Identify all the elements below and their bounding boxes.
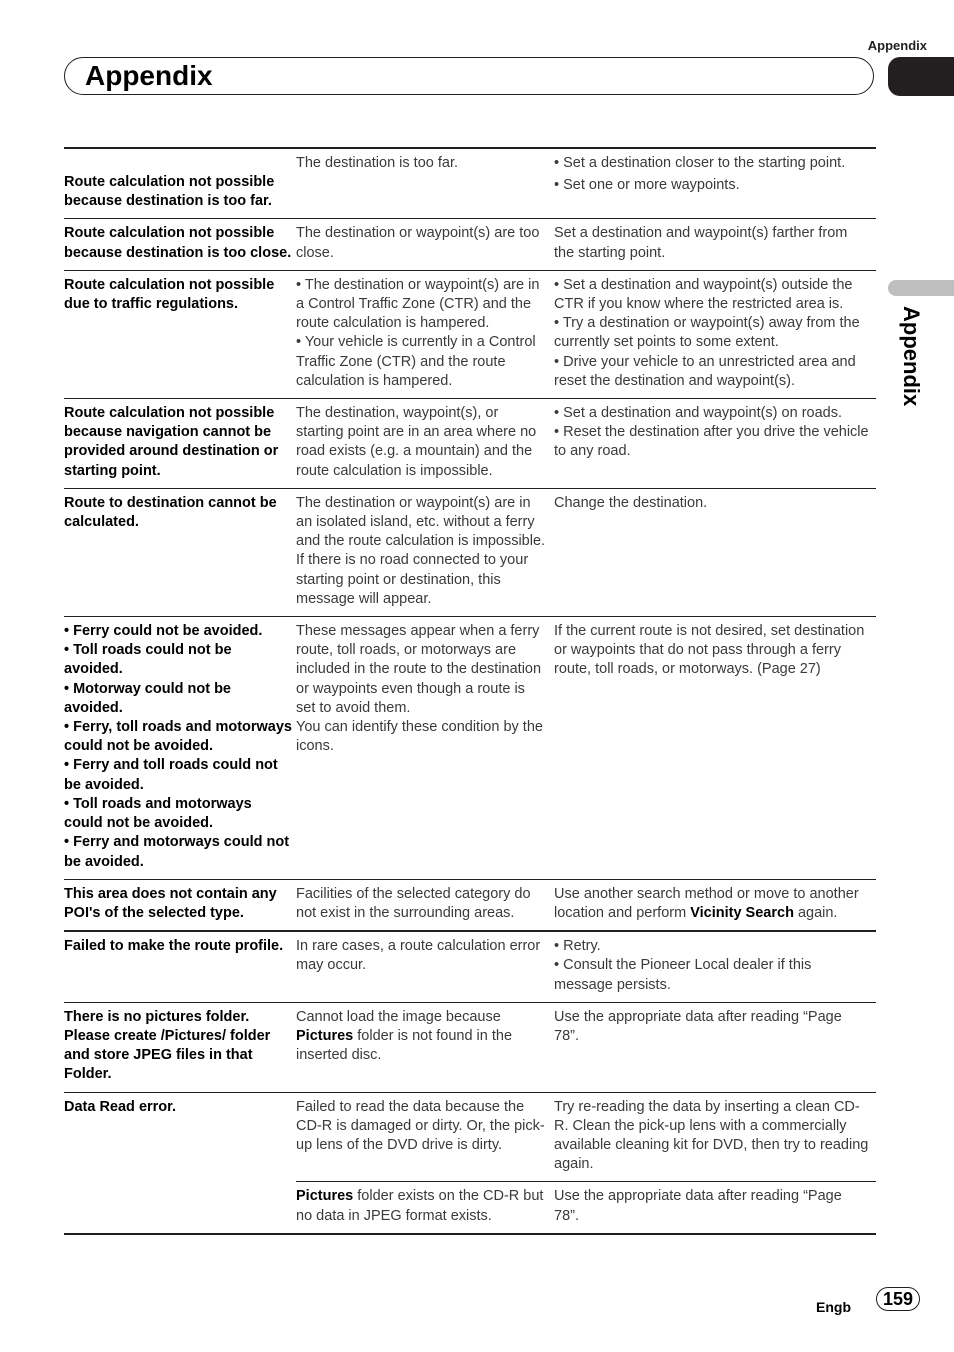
action-text: again. xyxy=(793,904,838,921)
cause-text: • The destination or waypoint(s) are in a Control Traffic Zone (CTR) and the route calculation is hampered. xyxy=(296,276,540,332)
table-row xyxy=(64,879,876,931)
action-text: Use the appropriate data after reading “Page 78”. xyxy=(554,1188,842,1224)
table-row xyxy=(64,1002,876,1092)
action-text: • Consult the Pioneer Local dealer if this message persists. xyxy=(554,957,812,993)
message-line: • Toll roads and motorways could not be avoided. xyxy=(64,795,252,832)
side-tab-label: Appendix xyxy=(899,306,924,407)
message-cell: Route calculation not possible because navigation cannot be provided around destination or starting point. xyxy=(64,399,296,489)
action-text: • Set a destination and waypoint(s) on roads. xyxy=(554,405,842,422)
table-row xyxy=(64,1092,876,1182)
cause-cell xyxy=(296,617,554,880)
cause-cell xyxy=(296,270,554,398)
message-line: • Ferry could not be avoided. xyxy=(64,623,263,640)
action-text: • Drive your vehicle to an unrestricted area and reset the destination and waypoint(s). xyxy=(554,353,856,389)
cause-text: The destination is too far. xyxy=(296,155,459,171)
cause-cell xyxy=(296,1092,554,1182)
action-text: Use another search method or move to another location and perform xyxy=(554,885,859,921)
cause-emphasis: Pictures xyxy=(296,1027,354,1044)
table-row xyxy=(64,488,876,616)
cause-text: folder exists on the CD-R but no data in JPEG format exists. xyxy=(296,1188,544,1224)
message-line: • Ferry, toll roads and motorways could not be avoided. xyxy=(64,719,292,755)
message-cell: Failed to make the route profile. xyxy=(64,931,296,1002)
cause-text: Facilities of the selected category do not exist in the surrounding areas. xyxy=(296,885,531,921)
table-row xyxy=(64,148,876,219)
action-cell xyxy=(554,270,876,398)
cause-text: The destination or waypoint(s) are too close. xyxy=(296,225,540,261)
message-cell: Data Read error. xyxy=(64,1092,296,1234)
running-head: Appendix xyxy=(867,38,927,53)
action-cell xyxy=(554,219,876,270)
action-cell xyxy=(554,617,876,880)
cause-cell xyxy=(296,148,554,219)
cause-cell xyxy=(296,1182,554,1234)
message-cell: Route to destination cannot be calculated. xyxy=(64,488,296,616)
cause-text: The destination or waypoint(s) are in an isolated island, etc. without a ferry and the route calculation is impossible. If there is no road connected to your starting point or destination, this message will appear. xyxy=(296,494,546,607)
table-row xyxy=(64,617,876,880)
action-cell xyxy=(554,488,876,616)
action-cell xyxy=(554,148,876,219)
action-text: Change the destination. xyxy=(554,494,708,511)
cause-text: In rare cases, a route calculation error may occur. xyxy=(296,938,541,974)
cause-cell xyxy=(296,1002,554,1092)
cause-emphasis: Pictures xyxy=(296,1188,354,1205)
table-row xyxy=(64,270,876,398)
action-text: • Set one or more waypoints. xyxy=(554,177,740,194)
action-text: • Try a destination or waypoint(s) away from the currently set points to some extent. xyxy=(554,315,860,351)
action-text: Try re-reading the data by inserting a clean CD-R. Clean the pick-up lens with a commercially available cleaning kit for DVD, then try to reading again. xyxy=(554,1098,869,1173)
message-cell xyxy=(64,617,296,880)
cause-text: Failed to read the data because the CD-R is damaged or dirty. Or, the pick-up lens of the DVD drive is dirty. xyxy=(296,1098,545,1153)
cause-text: folder is not found in the inserted disc. xyxy=(296,1027,513,1064)
action-text: • Set a destination and waypoint(s) outside the CTR if you know where the restricted area is. xyxy=(554,276,853,313)
action-emphasis: Vicinity Search xyxy=(690,904,794,921)
action-text: • Set a destination closer to the starting point. xyxy=(554,155,846,171)
action-cell xyxy=(554,1002,876,1092)
table-row xyxy=(64,219,876,270)
action-text: • Retry. xyxy=(554,938,601,955)
language-code: Engb xyxy=(816,1299,851,1315)
page-number: 159 xyxy=(876,1287,920,1311)
action-text: • Reset the destination after you drive the vehicle to any road. xyxy=(554,424,869,460)
action-cell xyxy=(554,1182,876,1234)
cause-cell xyxy=(296,219,554,270)
action-cell xyxy=(554,1092,876,1182)
cause-cell xyxy=(296,931,554,1002)
cause-text: • Your vehicle is currently in a Control Traffic Zone (CTR) and the route calculation is hampered. xyxy=(296,334,536,389)
message-cell: Route calculation not possible due to traffic regulations. xyxy=(64,270,296,398)
message-cell: This area does not contain any POI's of the selected type. xyxy=(64,879,296,931)
message-cell: Route calculation not possible because destination is too far. xyxy=(64,148,296,219)
section-title: Appendix xyxy=(85,60,213,91)
message-line: • Toll roads could not be avoided. xyxy=(64,642,232,678)
cause-cell xyxy=(296,879,554,931)
message-table xyxy=(64,147,876,1235)
cause-text: The destination, waypoint(s), or starting point are in an area where no road exists (e.g. a mountain) and the route calculation is impossible. xyxy=(296,405,537,479)
action-cell xyxy=(554,931,876,1002)
side-tab-marker xyxy=(888,280,954,296)
action-text: Set a destination and waypoint(s) farther from the starting point. xyxy=(554,225,848,261)
action-cell xyxy=(554,879,876,931)
action-text: Use the appropriate data after reading “Page 78”. xyxy=(554,1008,842,1044)
action-cell xyxy=(554,399,876,489)
section-title-bar xyxy=(64,57,874,95)
message-cell: There is no pictures folder. Please create /Pictures/ folder and store JPEG files in that Folder. xyxy=(64,1002,296,1092)
message-line: • Ferry and toll roads could not be avoided. xyxy=(64,757,278,793)
message-line: • Motorway could not be avoided. xyxy=(64,680,231,716)
cause-cell xyxy=(296,399,554,489)
table-row xyxy=(64,931,876,1002)
action-text: If the current route is not desired, set destination or waypoints that do not pass through a ferry route, toll roads, or motorways. (Page 27) xyxy=(554,623,865,678)
chapter-marker-tab xyxy=(888,57,954,96)
cause-text: Cannot load the image because xyxy=(296,1008,501,1025)
message-line: • Ferry and motorways could not be avoided. xyxy=(64,834,290,870)
message-cell: Route calculation not possible because destination is too close. xyxy=(64,219,296,270)
table-row xyxy=(64,399,876,489)
cause-text: You can identify these condition by the icons. xyxy=(296,719,543,755)
cause-text: These messages appear when a ferry route, toll roads, or motorways are included in the route to the destination or waypoints even though a route is set to avoid them. xyxy=(296,623,542,716)
cause-cell xyxy=(296,488,554,616)
